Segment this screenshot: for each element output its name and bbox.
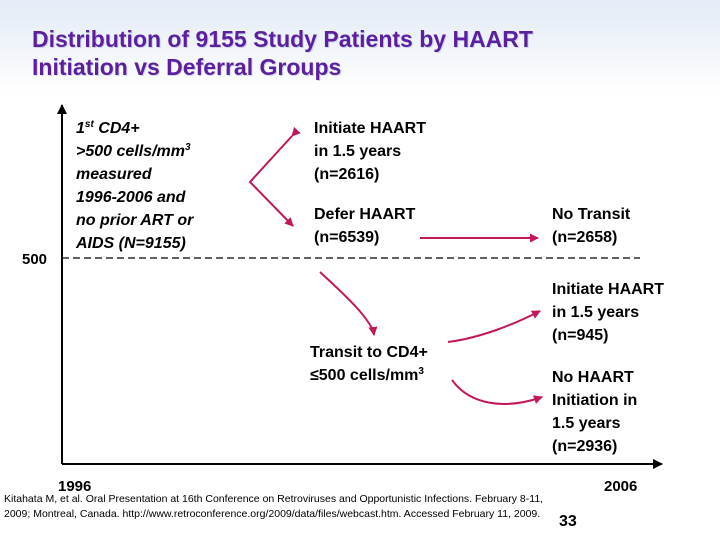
cohort-line-3: measured <box>76 166 152 183</box>
no-transit-line-1: No Transit <box>552 206 631 223</box>
citation-line-2: 2009; Montreal, Canada. http://www.retroconference.org/2009/data/files/webcast.htm. Accessed February 11, 2009. <box>4 508 541 520</box>
cohort-line-5: no prior ART or <box>76 212 194 229</box>
cohort-description <box>76 117 193 255</box>
start-year-label: 1996 <box>58 478 92 495</box>
transit-line-2: ≤500 cells/$mm^3$ <box>310 366 424 384</box>
transit-initiate-line-2: in 1.5 years <box>552 304 640 321</box>
no-initiation-line-2: Initiation in <box>552 392 638 409</box>
citation-line-1: Kitahata M, et al. Oral Presentation at 16th Conference on Retroviruses and Opportunistic Infections. February 8-11, <box>4 493 544 505</box>
transit-group <box>310 341 428 387</box>
cohort-line-4: 1996-2006 and <box>76 189 186 206</box>
transit-initiate-group <box>552 278 664 347</box>
initiate-haart-group <box>314 117 426 186</box>
cohort-line-1: 1st CD4+ <box>76 119 140 137</box>
initiate-line-1: Initiate HAART <box>314 120 426 137</box>
defer-line-2: (n=6539) <box>314 229 380 246</box>
title-line-2: Initiation vs Deferral Groups <box>32 54 342 80</box>
no-initiation-line-3: 1.5 years <box>552 415 621 432</box>
cohort-line-6: AIDS (N=9155) <box>76 235 186 252</box>
title-line-1: Distribution of 9155 Study Patients by HAART <box>32 26 533 52</box>
end-year-label: 2006 <box>604 478 638 495</box>
initiate-line-3: (n=2616) <box>314 166 380 183</box>
transit-line-1: Transit to CD4+ <box>310 344 428 361</box>
no-initiation-line-1: No HAART <box>552 369 634 386</box>
cohort-line-2: >500 cells/$mm^3$ <box>76 142 191 160</box>
no-initiation-line-4: (n=2936) <box>552 438 618 455</box>
threshold-label-500: 500 <box>22 251 48 268</box>
no-initiation-group <box>552 366 637 458</box>
citation <box>4 492 654 522</box>
defer-to-transit-arrow <box>320 272 374 335</box>
no-transit-line-2: (n=2658) <box>552 229 618 246</box>
transit-to-initiate-arrow <box>448 311 540 342</box>
transit-initiate-line-3: (n=945) <box>552 327 609 344</box>
defer-line-1: Defer HAART <box>314 206 416 223</box>
transit-initiate-line-1: Initiate HAART <box>552 281 664 298</box>
no-transit-group <box>552 203 630 249</box>
initiate-line-2: in 1.5 years <box>314 143 402 160</box>
transit-to-no-initiation-arrow <box>452 380 542 404</box>
defer-haart-group <box>314 203 415 249</box>
page-number: 33 <box>559 513 577 530</box>
split-arrow <box>250 136 293 226</box>
